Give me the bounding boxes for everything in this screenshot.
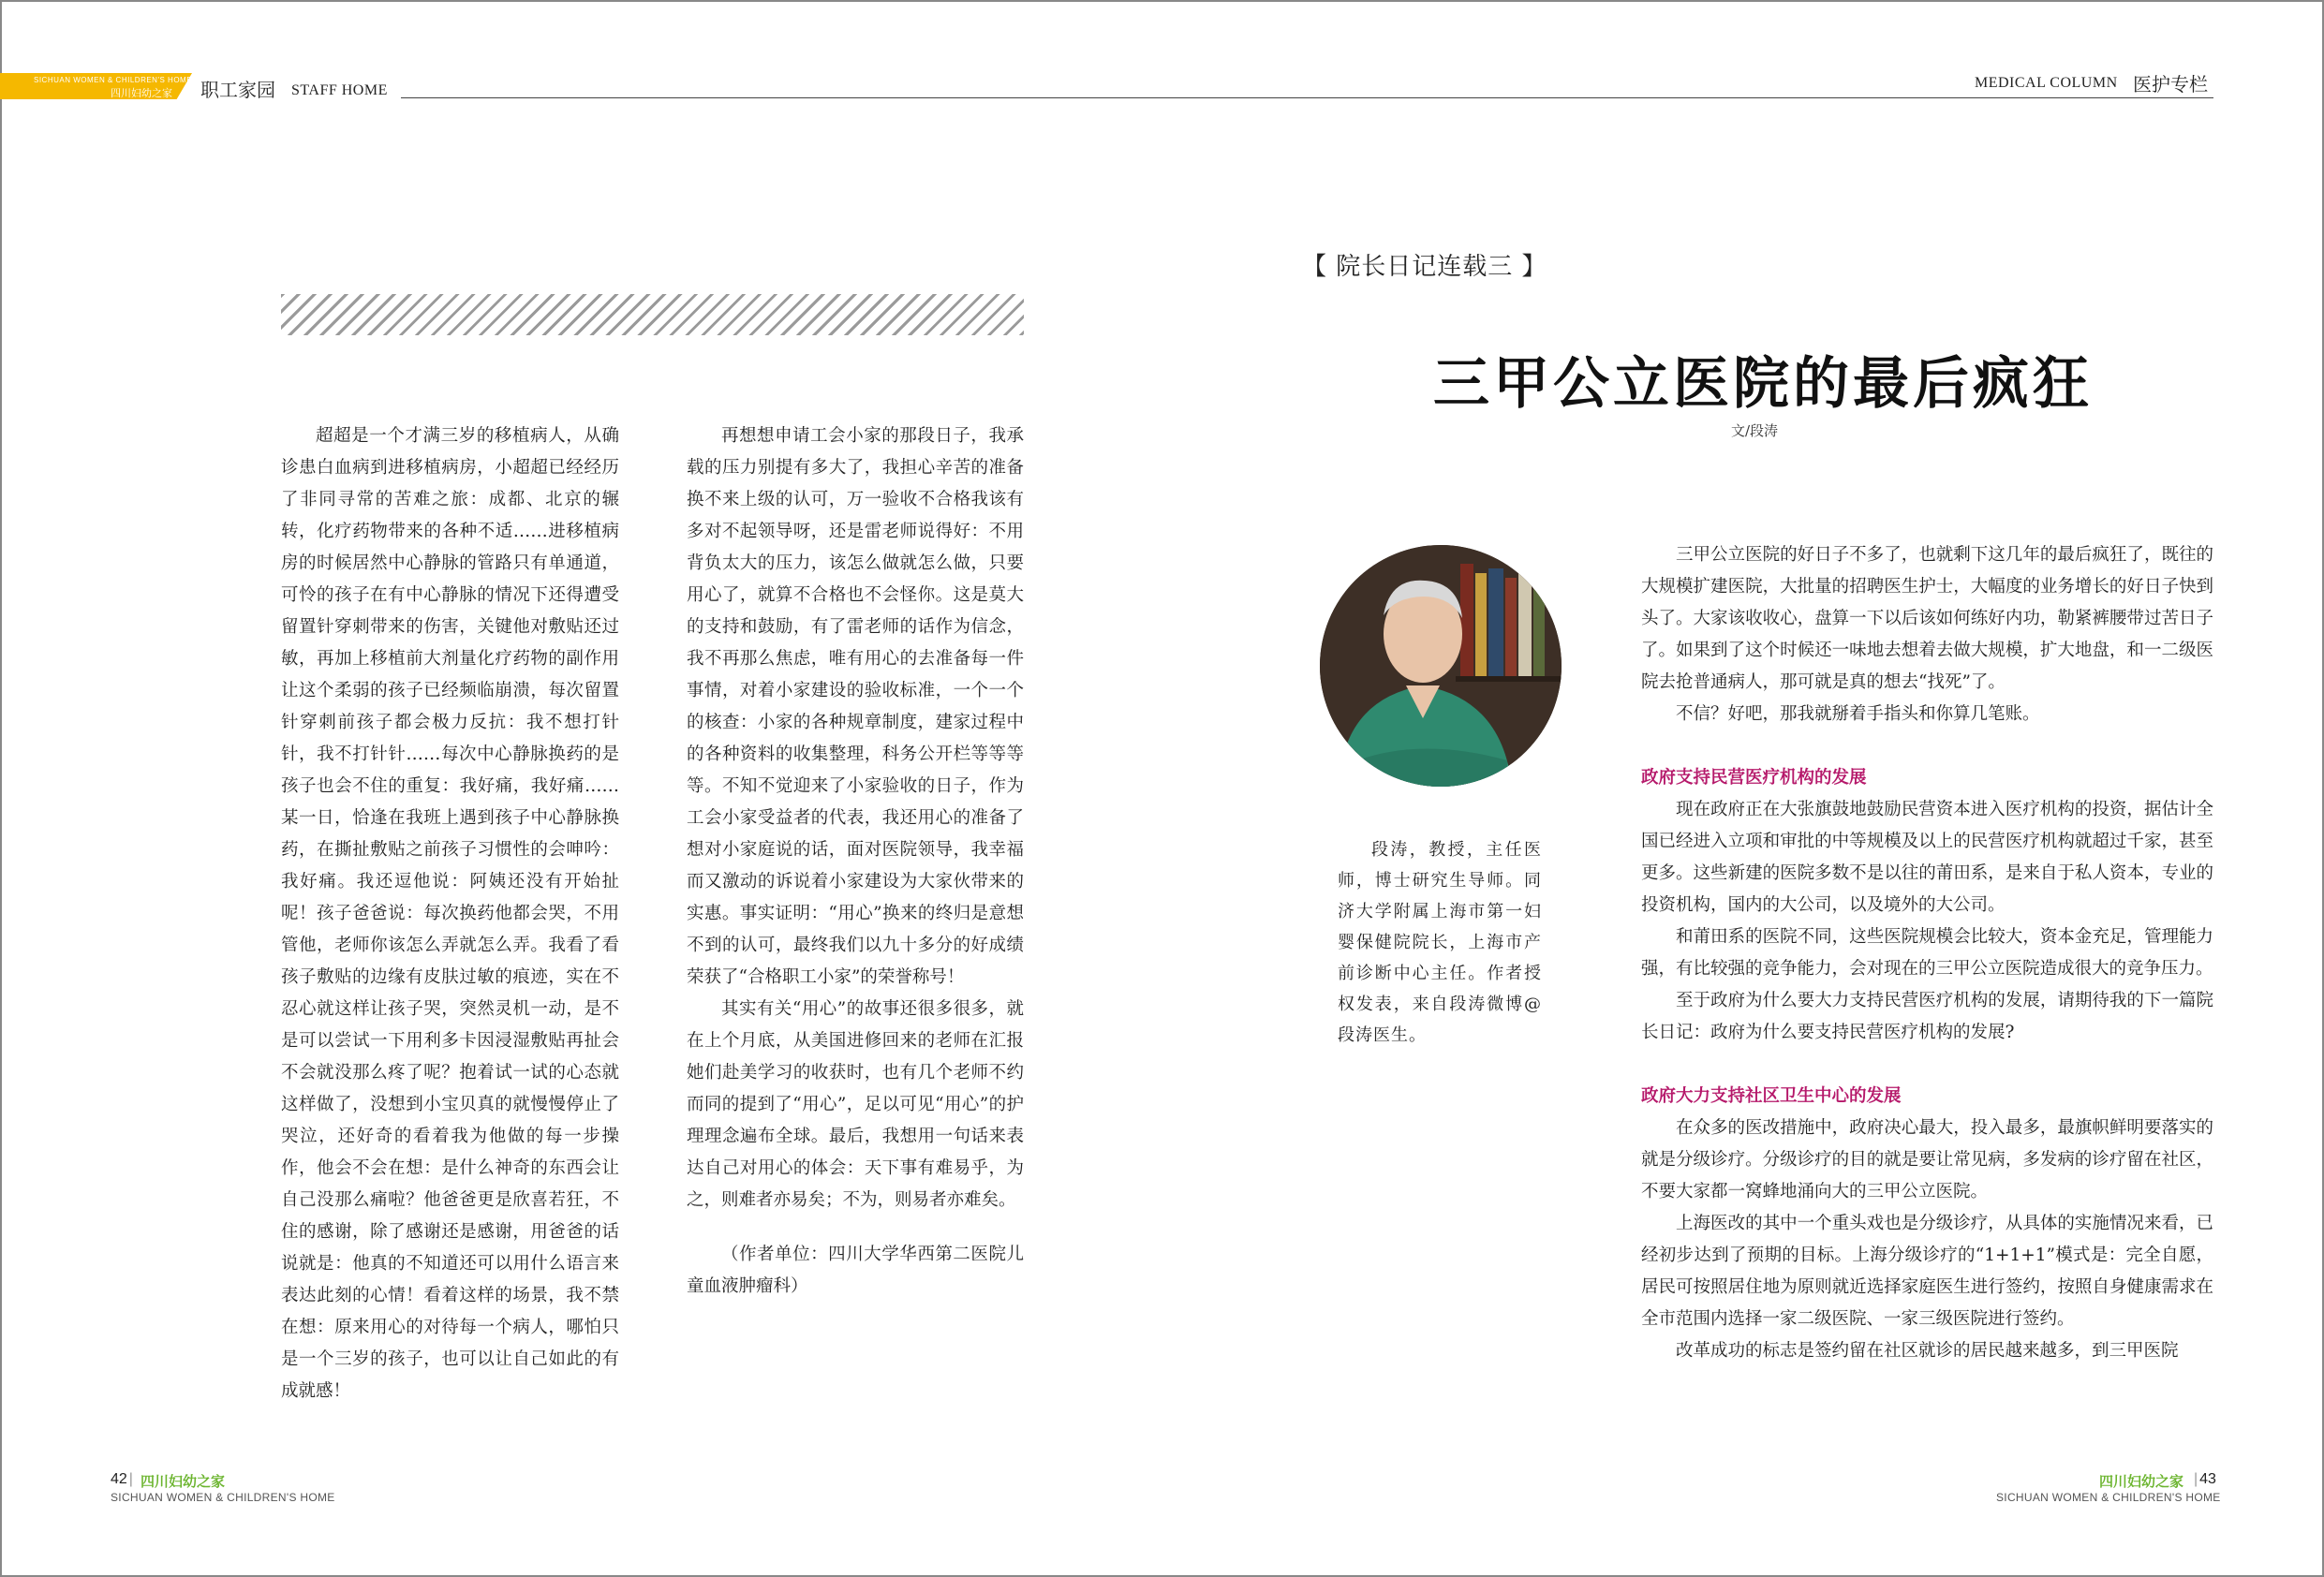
article-title: 三甲公立医院的最后疯狂	[1433, 351, 2093, 417]
paragraph: 不信？好吧，那我就掰着手指头和你算几笔账。	[1676, 704, 2040, 724]
magazine-name-left-en: SICHUAN WOMEN & CHILDREN'S HOME	[111, 1491, 335, 1504]
page-number-right	[2192, 1471, 2216, 1488]
magazine-name-right-en: SICHUAN WOMEN & CHILDREN'S HOME	[1996, 1491, 2221, 1504]
left-column-b	[687, 420, 1024, 1303]
section-heading: 政府支持民营医疗机构的发展	[1641, 768, 1867, 788]
paragraph: 超超是一个才满三岁的移植病人，从确诊患白血病到进移植病房，小超超已经经历了非同寻常的苦难之旅：成都、北京的辗转，化疗药物带来的各种不适……进移植病房的时候居然中心静脉的管路只有单通道，可怜的孩子在有中心静脉的情况下还得遭受留置针穿刺带来的伤害，关键他对敷贴还过敏，再加上移植前大剂量化疗药物的副作用让这个柔弱的孩子已经频临崩溃，每次留置针穿刺前孩子都会极力反抗：我不想打针针，我不打针针……每次中心静脉换药的是孩子也会不住的重复：我好痛，我好痛……某一日，恰逢在我班上遇到孩子中心静脉换药，在撕扯敷贴之前孩子习惯性的会呻吟：我好痛。我还逗他说：阿姨还没有开始扯呢！孩子爸爸说：每次换药他都会哭，不用管他，老师你该怎么弄就怎么弄。我看了看孩子敷贴的边缘有皮肤过敏的痕迹，实在不忍心就这样让孩子哭，突然灵机一动，是不是可以尝试一下用利多卡因浸湿敷贴再扯会不会就没那么疼了呢？抱着试一试的心态就这样做了，没想到小宝贝真的就慢慢停止了哭泣，还好奇的看着我为他做的每一步操作，他会不会在想：是什么神奇的东西会让自己没那么痛啦？他爸爸更是欣喜若狂，不住的感谢，除了感谢还是感谢，用爸爸的话说就是：他真的不知道还可以用什么语言来表达此刻的心情！看着这样的场景，我不禁在想：原来用心的对待每一个病人，哪怕只是一个三岁的孩子，也可以让自己如此的有成就感！	[281, 426, 619, 1401]
paragraph: 其实有关“用心”的故事还很多很多，就在上个月底，从美国进修回来的老师在汇报她们赴美学习的收获时，也有几个老师不约而同的提到了“用心”，足以可见“用心”的护理理念遍布全球。最后，我想用一句话来表达自己对用心的体会：天下事有难易乎，为之，则难者亦易矣；不为，则易者亦难矣。	[687, 999, 1024, 1210]
paragraph: 在众多的医改措施中，政府决心最大，投入最多，最旗帜鲜明要落实的就是分级诊疗。分级诊疗的目的就是要让常见病，多发病的诊疗留在社区，不要大家都一窝蜂地涌向大的三甲公立医院。	[1641, 1118, 2213, 1201]
right-column	[1641, 539, 2213, 1367]
hatched-divider	[281, 294, 1024, 335]
portrait-image	[1320, 545, 1562, 787]
header-tab-en: SICHUAN WOMEN & CHILDREN'S HOME	[34, 76, 193, 84]
portrait-caption	[1338, 834, 1542, 1051]
paragraph: 再想想申请工会小家的那段日子，我承载的压力别提有多大了，我担心辛苦的准备换不来上级的认可，万一验收不合格我该有多对不起领导呀，还是雷老师说得好：不用背负太大的压力，该怎么做就怎么做，只要用心了，就算不合格也不会怪你。这是莫大的支持和鼓励，有了雷老师的话作为信念，我不再那么焦虑，唯有用心的去准备每一件事情，对着小家建设的验收标准，一个一个的核查：小家的各种规章制度，建家过程中的各种资料的收集整理，科务公开栏等等等等。不知不觉迎来了小家验收的日子，作为工会小家受益者的代表，我还用心的准备了想对小家庭说的话，面对医院领导，我幸福而又激动的诉说着小家建设为大家伙带来的实惠。事实证明：“用心”换来的终归是意想不到的认可，最终我们以九十多分的好成绩荣获了“合格职工小家”的荣誉称号！	[687, 426, 1024, 987]
paragraph: 三甲公立医院的好日子不多了，也就剩下这几年的最后疯狂了，既往的大规模扩建医院，大批量的招聘医生护士，大幅度的业务增长的好日子快到头了。大家该收收心，盘算一下以后该如何练好内功，勒紧裤腰带过苦日子了。如果到了这个时候还一味地去想着去做大规模，扩大地盘，和一二级医院去抢普通病人，那可就是真的想去“找死”了。	[1641, 545, 2213, 692]
section-title-right-en: MEDICAL COLUMN	[1975, 75, 2118, 91]
author-unit: （作者单位：四川大学华西第二医院儿童血液肿瘤科）	[687, 1245, 1024, 1296]
paragraph: 和莆田系的医院不同，这些医院规模会比较大，资本金充足，管理能力强，有比较强的竞争能力，会对现在的三甲公立医院造成很大的竞争压力。	[1641, 927, 2213, 979]
paragraph: 改革成功的标志是签约留在社区就诊的居民越来越多，到三甲医院	[1676, 1341, 2179, 1361]
page-number-left	[111, 1471, 135, 1488]
left-column-a	[281, 420, 619, 1408]
header-rule	[401, 97, 2213, 98]
header-tab-cn: 四川妇幼之家	[111, 87, 172, 99]
byline: 文/段涛	[1731, 422, 1779, 439]
section-title-left-en: STAFF HOME	[291, 82, 388, 98]
section-title-right-cn: 医护专栏	[2133, 73, 2208, 96]
page-number-right-value: 43	[2199, 1471, 2216, 1487]
section-heading: 政府大力支持社区卫生中心的发展	[1641, 1086, 1902, 1106]
page-number-left-value: 42	[111, 1471, 127, 1487]
magazine-name-left-cn: 四川妇幼之家	[141, 1473, 226, 1490]
paragraph: 现在政府正在大张旗鼓地鼓励民营资本进入医疗机构的投资，据估计全国已经进入立项和审批的中等规模及以上的民营医疗机构就超过千家，甚至更多。这些新建的医院多数不是以往的莆田系，是来自于私人资本，专业的投资机构，国内的大公司，以及境外的大公司。	[1641, 800, 2213, 915]
section-title-left-cn: 职工家园	[200, 79, 275, 101]
paragraph: 上海医改的其中一个重头戏也是分级诊疗，从具体的实施情况来看，已经初步达到了预期的目标。上海分级诊疗的“1+1+1”模式是：完全自愿，居民可按照居住地为原则就近选择家庭医生进行签约，按照自身健康需求在全市范围内选择一家二级医院、一家三级医院进行签约。	[1641, 1214, 2213, 1329]
author-portrait	[1320, 545, 1562, 787]
separator: |	[128, 1471, 133, 1487]
separator: |	[2194, 1471, 2198, 1487]
series-kicker: 【 院长日记连载三 】	[1302, 253, 1547, 281]
caption-text: 段涛，教授，主任医师，博士研究生导师。同济大学附属上海市第一妇婴保健院院长，上海市产前诊断中心主任。作者授权发表，来自段涛微博@段涛医生。	[1338, 840, 1542, 1045]
magazine-name-right-cn: 四川妇幼之家	[2099, 1473, 2184, 1490]
paragraph: 至于政府为什么要大力支持民营医疗机构的发展，请期待我的下一篇院长日记：政府为什么要支持民营医疗机构的发展?	[1641, 991, 2213, 1042]
